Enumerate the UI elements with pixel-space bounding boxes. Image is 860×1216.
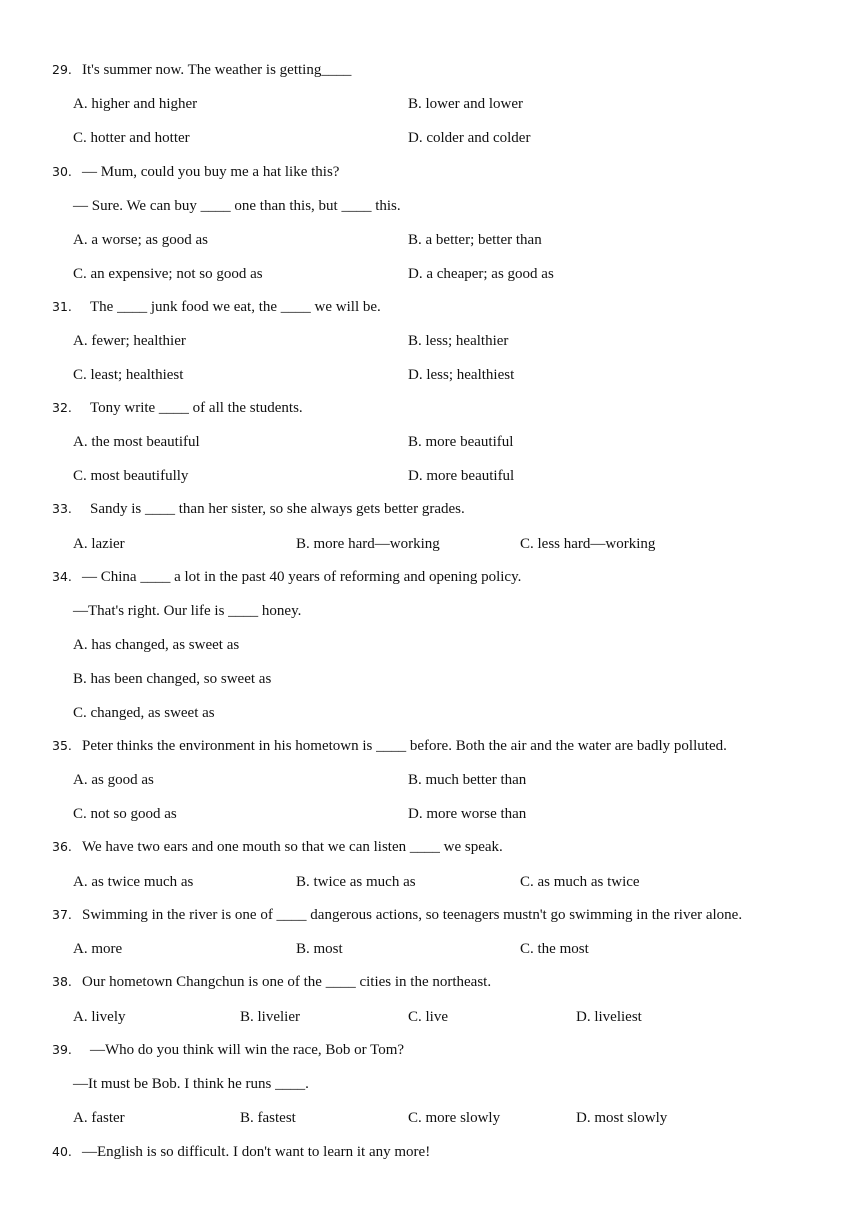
question-number: 39. (52, 1042, 72, 1057)
question-stem: —Who do you think will win the race, Bob or Tom? (90, 1042, 405, 1058)
question-number: 33. (52, 501, 72, 516)
option-b[interactable]: B. twice as much as (296, 874, 416, 890)
option-d[interactable]: D. less; healthiest (408, 367, 515, 383)
question-stem: Our hometown Changchun is one of the ____ cities in the northeast. (82, 974, 492, 990)
option-b[interactable]: B. more beautiful (408, 434, 514, 450)
question-stem: — Mum, could you buy me a hat like this? (82, 164, 340, 180)
option-b[interactable]: B. more hard—working (296, 536, 440, 552)
option-c[interactable]: C. least; healthiest (73, 367, 184, 383)
option-d[interactable]: D. a cheaper; as good as (408, 266, 554, 282)
dialogue-line: —That's right. Our life is ____ honey. (73, 603, 302, 619)
option-d[interactable]: D. liveliest (576, 1009, 642, 1025)
option-c[interactable]: C. not so good as (73, 806, 177, 822)
option-a[interactable]: A. the most beautiful (73, 434, 200, 450)
option-d[interactable]: D. colder and colder (408, 130, 531, 146)
question-stem: — China ____ a lot in the past 40 years of reforming and opening policy. (82, 569, 522, 585)
option-b[interactable]: B. has been changed, so sweet as (73, 671, 272, 687)
question-number: 36. (52, 839, 72, 854)
question-stem: Peter thinks the environment in his hometown is ____ before. Both the air and the water are badly polluted. (82, 738, 727, 754)
option-b[interactable]: B. fastest (240, 1110, 296, 1126)
option-c[interactable]: C. the most (520, 941, 589, 957)
option-b[interactable]: B. lower and lower (408, 96, 523, 112)
question-stem: It's summer now. The weather is getting____ (82, 62, 352, 78)
question-number: 38. (52, 974, 72, 989)
option-a[interactable]: A. a worse; as good as (73, 232, 208, 248)
option-a[interactable]: A. lively (73, 1009, 126, 1025)
option-a[interactable]: A. fewer; healthier (73, 333, 186, 349)
option-c[interactable]: C. changed, as sweet as (73, 705, 215, 721)
option-a[interactable]: A. faster (73, 1110, 125, 1126)
question-stem: Sandy is ____ than her sister, so she always gets better grades. (90, 501, 465, 517)
option-c[interactable]: C. live (408, 1009, 449, 1025)
question-number: 30. (52, 164, 72, 179)
option-a[interactable]: A. as good as (73, 772, 154, 788)
question-stem: We have two ears and one mouth so that we can listen ____ we speak. (82, 839, 503, 855)
question-number: 40. (52, 1144, 72, 1159)
option-d[interactable]: D. more beautiful (408, 468, 515, 484)
question-number: 35. (52, 738, 72, 753)
option-a[interactable]: A. more (73, 941, 123, 957)
option-d[interactable]: D. most slowly (576, 1110, 668, 1126)
option-b[interactable]: B. most (296, 941, 343, 957)
question-number: 37. (52, 907, 72, 922)
option-c[interactable]: C. hotter and hotter (73, 130, 190, 146)
question-number: 31. (52, 299, 72, 314)
option-c[interactable]: C. most beautifully (73, 468, 189, 484)
question-stem: Swimming in the river is one of ____ dangerous actions, so teenagers mustn't go swimming in the river alone. (82, 907, 743, 923)
question-number: 32. (52, 400, 72, 415)
option-a[interactable]: A. lazier (73, 536, 125, 552)
question-stem: The ____ junk food we eat, the ____ we will be. (90, 299, 381, 315)
question-number: 34. (52, 569, 72, 584)
option-c[interactable]: C. less hard—working (520, 536, 656, 552)
option-c[interactable]: C. more slowly (408, 1110, 501, 1126)
option-b[interactable]: B. a better; better than (408, 232, 542, 248)
dialogue-line: —It must be Bob. I think he runs ____. (73, 1076, 309, 1092)
dialogue-line: — Sure. We can buy ____ one than this, but ____ this. (73, 198, 401, 214)
option-b[interactable]: B. much better than (408, 772, 527, 788)
option-b[interactable]: B. livelier (240, 1009, 300, 1025)
option-c[interactable]: C. as much as twice (520, 874, 640, 890)
option-a[interactable]: A. has changed, as sweet as (73, 637, 240, 653)
question-stem: —English is so difficult. I don't want to learn it any more! (82, 1144, 431, 1160)
option-a[interactable]: A. higher and higher (73, 96, 198, 112)
option-c[interactable]: C. an expensive; not so good as (73, 266, 263, 282)
option-d[interactable]: D. more worse than (408, 806, 527, 822)
question-number: 29. (52, 62, 72, 77)
option-a[interactable]: A. as twice much as (73, 874, 194, 890)
question-stem: Tony write ____ of all the students. (90, 400, 303, 416)
option-b[interactable]: B. less; healthier (408, 333, 509, 349)
